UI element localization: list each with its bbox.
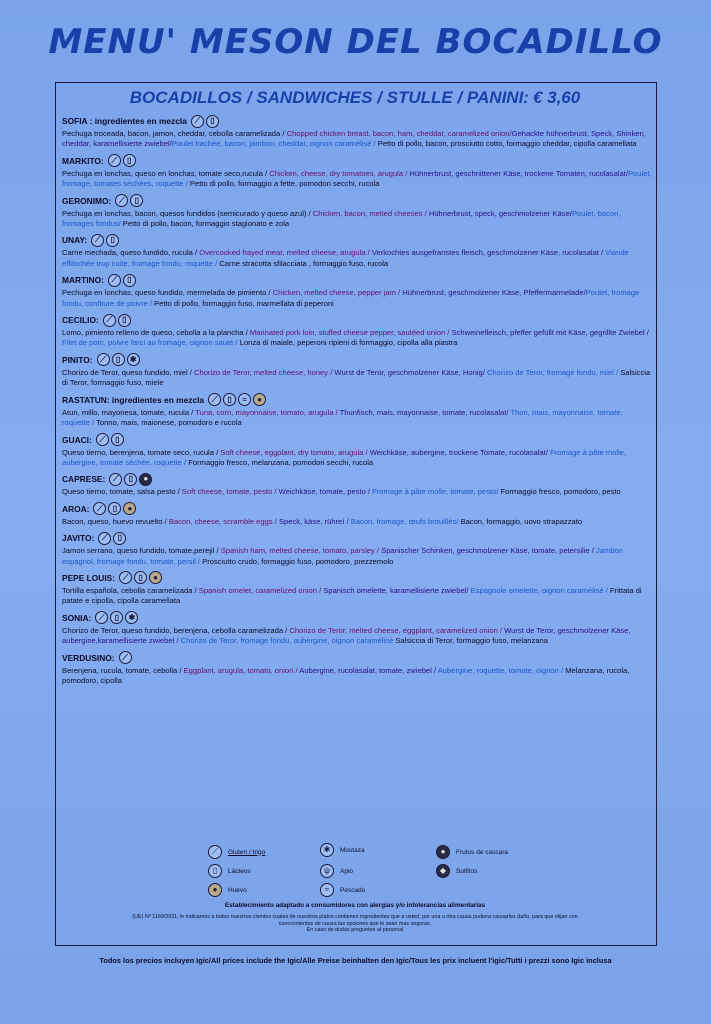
allergen-icons (96, 433, 126, 446)
description-en: Spanish ham, melted cheese, tomato, parsley / (220, 546, 382, 556)
legend-lacteos (208, 864, 251, 878)
description-es: Queso tierno, tomate, salsa pesto / (62, 487, 182, 497)
menu-item-name: GERONIMO: (62, 195, 112, 206)
wheat-icon: ⟋ (98, 532, 111, 545)
milk-icon: ▯ (206, 115, 219, 128)
legend-gluten (208, 845, 265, 859)
nuts-icon: ● (436, 845, 450, 859)
milk-icon: ▯ (124, 473, 137, 486)
menu-item-name: MARTINO: (62, 275, 104, 286)
description-en: Chicken, melted cheese, pepper jam / (272, 288, 403, 298)
description-de: Hühnerbrust, geschmolzener Käse, Pfeffermarmelade/ (402, 288, 586, 298)
mustard-icon: ✱ (320, 843, 334, 857)
legend-pescado-label: Pescado (340, 886, 366, 894)
description-de: Hühnerbrust, geschnittener Käse, trockene Tomaten, rucolasalat/ (409, 168, 628, 178)
description-fr: Chorizo de Teror, fromage fondu, miel / (486, 367, 621, 377)
description-fr: Poulet hachée, bacon, jambon, cheddar, oignon caramélisé / (171, 139, 378, 149)
legend-sulfitos (436, 864, 477, 878)
description-en: Overcooked frayed meat, melted cheese, arugula / (199, 248, 372, 258)
menu-item-header (62, 501, 652, 517)
wheat-icon: ⟋ (208, 393, 221, 406)
menu-item-description (62, 328, 652, 349)
menu-item-description (62, 546, 652, 567)
menu-item (62, 432, 652, 469)
description-es: Pechuga en lonchas, bacon, quesos fundidos (semicurado y queso azul) / (62, 208, 313, 218)
description-en: Eggplant, arugula, tomato, onion / (183, 665, 300, 675)
menu-item-name: MARKITO: (62, 155, 104, 166)
wheat-icon: ⟋ (208, 845, 222, 859)
menu-item-name: RASTATUN: ingredientes en mezcla (62, 394, 205, 405)
description-fr: Poulet, fromage, tomates séchées, roquette / (62, 168, 652, 189)
page-title: MENU' MESON DEL BOCADILLO (48, 22, 663, 62)
menu-item-header (62, 113, 652, 129)
description-de: Spanisch omelette, karamellisierte zwiebel/ (323, 585, 471, 595)
allergen-icons (109, 473, 154, 486)
legend-mostaza (320, 843, 365, 857)
milk-icon: ▯ (123, 274, 136, 287)
description-fr: Viande effilochée trop cuite, fromage fondu, roquette / (62, 248, 629, 268)
menu-item-description (62, 586, 652, 607)
menu-item (62, 153, 652, 190)
description-it: Petto di pollo, formaggio fuso, marmellata di peperoni (154, 298, 334, 308)
menu-item-header (62, 272, 652, 288)
milk-icon: ▯ (208, 864, 222, 878)
description-de: Aubergine, rucolasalat, tomate, zwiebel / (299, 665, 438, 675)
menu-item-name: SOFIA : ingredientes en mezcla (62, 116, 187, 126)
milk-icon: ▯ (113, 532, 126, 545)
menu-item-header (62, 432, 652, 448)
menu-item (62, 232, 652, 269)
description-de: Spanischer Schinken, geschmolzener Käse, tomate, petersilie / (381, 546, 596, 556)
menu-item-header (62, 392, 652, 408)
menu-item-description (62, 248, 652, 269)
allergen-icons (119, 651, 134, 664)
section-price: € 3,60 (532, 88, 581, 107)
description-en: Bacon, cheese, scramble eggs / (168, 516, 279, 526)
menu-item-description (62, 408, 652, 429)
egg-icon: ● (123, 502, 136, 515)
allergen-icons (115, 194, 145, 207)
egg-icon: ● (208, 883, 222, 897)
description-fr: Fromage à pâte molle, aubergine, tomate séchée, roquette / (62, 447, 627, 467)
description-fr: Filet de porc, poivre farci au fromage, oignon sauté / (62, 338, 240, 348)
menu-item-description (62, 288, 652, 309)
legend-pescado (320, 883, 365, 897)
wheat-icon: ⟋ (115, 194, 128, 207)
allergen-icons (108, 274, 138, 287)
wheat-icon: ⟋ (191, 115, 204, 128)
description-it: Melanzana, rucola, pomodoro, cipolla (62, 665, 630, 685)
description-de: Hühnerbrust, speck, geschmolzener Käse/ (428, 208, 572, 218)
allergen-icons (119, 571, 164, 584)
description-de: Wurst de Teror, geschmolzener Käse, aubergine,karamellisierte zwiebel / (62, 625, 631, 646)
menu-item (62, 193, 652, 230)
legend-gluten-label: Gluten / trigo (228, 848, 266, 856)
legend-apio-label: Apio (340, 867, 354, 875)
menu-item (62, 501, 652, 527)
menu-item-name: PEPE LOUIS: (62, 572, 116, 583)
description-fr: Aubergine, roquette, tomate, oignon / (437, 665, 566, 675)
tax-footer: Todos los precios incluyen Igic/All prices include the Igic/Alle Preise beinhalten den Igic/Tous les prix incluent l'igic/Tutti i prezzi sono Igic inclusa (99, 956, 612, 965)
legend-mostaza-label: Mostaza (340, 846, 365, 854)
description-es: Lomo, pimiento relleno de queso, cebolla a la plancha / (62, 328, 250, 338)
legend-lacteos-label: Lácteos (228, 867, 251, 875)
regulation-note (125, 914, 585, 934)
allergen-icons (108, 154, 138, 167)
description-fr: Poulet, fromage fondu, confiture de poivre / (62, 288, 640, 308)
description-it: Carne stracotta sfilacciata , formaggio fuso, rucola (219, 258, 389, 268)
legend-huevo-label: Huevo (228, 886, 247, 894)
menu-item-name: CAPRESE: (62, 474, 106, 485)
description-it: Formaggio fresco, pomodoro, pesto (500, 487, 621, 497)
description-es: Jamon serrano, queso fundido, tomate,perejil / (62, 546, 221, 556)
wheat-icon: ⟋ (96, 433, 109, 446)
description-de: Weichkäse, tomate, pesto / (278, 487, 373, 497)
menu-item-header (62, 312, 652, 328)
menu-item-name: UNAY: (62, 235, 88, 246)
description-it: Salsiccia di Teror, formaggio fuso, melanzana (395, 636, 548, 646)
menu-item (62, 650, 652, 687)
description-en: Chorizo de Teror, melted cheese, honey / (193, 367, 335, 377)
description-it: Formaggio fresco, melanzana, pomodori secchi, rucola (188, 457, 374, 467)
nuts-icon: ● (139, 473, 152, 486)
description-fr: Thon, mais, mayonnaise, tomate, roquette / (62, 407, 623, 428)
menu-item-header (62, 232, 652, 248)
milk-icon: ▯ (134, 571, 147, 584)
menu-item (62, 471, 652, 497)
wheat-icon: ⟋ (93, 502, 106, 515)
sulphite-icon: ◆ (436, 864, 450, 878)
allergen-icons (91, 234, 121, 247)
allergen-icons (97, 353, 142, 366)
menu-items (62, 113, 652, 689)
milk-icon: ▯ (111, 433, 124, 446)
menu-item (62, 113, 652, 150)
menu-item (62, 392, 652, 429)
legend-frutos-label: Frutos de cascara (456, 848, 509, 856)
milk-icon: ▯ (112, 353, 125, 366)
description-it: Lonza di maiale, peperoni ripieni di formaggio, cipolla alla piastra (239, 338, 458, 348)
menu-item (62, 530, 652, 567)
milk-icon: ▯ (123, 154, 136, 167)
description-fr: Fromage à pâte molle, tomate, pesto/ (372, 487, 501, 497)
description-de: Thunfisch, mais, mayonnaise, tomate, rucolasalat/ (339, 407, 511, 417)
menu-item-header (62, 610, 652, 626)
description-en: Chicken, cheese, dry tomatoes, arugula / (269, 168, 410, 178)
description-fr: Poulet, bacon, fromages fondus/ (62, 208, 621, 229)
milk-icon: ▯ (130, 194, 143, 207)
description-es: Chorizo de Teror, queso fundido, miel / (62, 367, 194, 377)
description-it: Bacon, formaggio, uovo strapazzato (460, 516, 583, 526)
description-es: Pechuga en lonchas, queso en lonchas, tomate seco,rucula / (62, 168, 270, 178)
allergen-icons (98, 532, 128, 545)
regulation-text: (UE) Nº 1169/2011, le indicamos a todos nuestros clientes cuales de nuestros platos contienen ingredientes que a usted, por una u otra causa pudiera causarles daño, para que elijan con conocimientos de causa las opciones que le sean mas seguras. (132, 914, 578, 927)
menu-item-name: JAVITO: (62, 533, 95, 544)
description-es: Chorizo de Teror, queso fundido, berenjena, cebolla caramelizada / (62, 625, 290, 635)
description-fr: Jambon espagnol, fromage fondu, tomate, persil / (62, 546, 624, 566)
description-it: Frittata di patate e cipolla, cipolla caramellata (62, 585, 642, 606)
menu-item-description (62, 517, 652, 527)
menu-item-name: VERDUSINO: (62, 652, 115, 663)
wheat-icon: ⟋ (119, 651, 132, 664)
description-en: Marinated pork loin, stuffed cheese pepper, sautéed onion / (249, 328, 452, 338)
menu-item-description (62, 368, 652, 389)
description-es: Atun, millo, mayonesa, tomate, rucula / (62, 407, 196, 417)
allergen-icons (95, 611, 140, 624)
milk-icon: ▯ (106, 234, 119, 247)
menu-item (62, 312, 652, 349)
wheat-icon: ⟋ (108, 274, 121, 287)
allergen-icons (103, 314, 133, 327)
menu-item-name: AROA: (62, 503, 90, 514)
egg-icon: ● (253, 393, 266, 406)
description-en: Tuna, corn, mayonnaise, tomato, arugula / (195, 407, 340, 417)
description-it: Petto di pollo, bacon, formaggio stagionato e zola (122, 219, 290, 229)
wheat-icon: ⟋ (108, 154, 121, 167)
menu-item (62, 352, 652, 389)
menu-item-header (62, 193, 652, 209)
description-de: Schweinefleisch, pfeffer gefüllt mit Käse, gegrillte Zwiebel / (451, 328, 649, 338)
menu-item (62, 610, 652, 647)
celery-icon: ψ (320, 864, 334, 878)
wheat-icon: ⟋ (109, 473, 122, 486)
description-fr: Espagnole omelette, oignon caramélisé / (470, 585, 610, 595)
menu-item-header (62, 650, 652, 666)
allergen-legend (208, 845, 538, 895)
section-title (55, 88, 655, 108)
description-it: Tonno, mais, maionese, pomodoro e rucola (96, 418, 242, 428)
description-es: Tortilla española, cebolla caramelizada / (62, 585, 199, 595)
description-de: Speck, käse, rühreí / (278, 516, 351, 526)
description-it: Prosciutto crudo, formaggio fuso, pomodoro, prezzemolo (202, 556, 394, 566)
menu-item-description (62, 129, 652, 150)
menu-item-name: GUACI: (62, 434, 92, 445)
menu-item-name: CECILIO: (62, 315, 99, 326)
menu-item-description (62, 448, 652, 469)
menu-item-header (62, 153, 652, 169)
legend-huevo (208, 883, 247, 897)
description-es: Berenjena, rucula, tomate, cebolla / (62, 665, 184, 675)
mustard-icon: ✱ (125, 611, 138, 624)
mustard-icon: ✱ (127, 353, 140, 366)
description-es: Pechuga en lonchas, queso fundido, mermelada de pimiento / (62, 288, 273, 298)
description-de: Verkochtes ausgefranstes fleisch, geschmolzener Käse, rucolasalat / (371, 248, 606, 258)
menu-item-description (62, 209, 652, 230)
menu-item-description (62, 666, 652, 687)
wheat-icon: ⟋ (97, 353, 110, 366)
milk-icon: ▯ (118, 314, 131, 327)
menu-item-header (62, 352, 652, 368)
menu-item-name: PINITO: (62, 354, 93, 365)
description-en: Spanish omelet, caramelized onion / (198, 585, 324, 595)
wheat-icon: ⟋ (103, 314, 116, 327)
legend-frutos (436, 845, 508, 859)
description-de: Gehackte hühnerbrust, Speck, Shinken, cheddar, karamellisierte zwiebel/ (62, 129, 646, 149)
wheat-icon: ⟋ (91, 234, 104, 247)
wheat-icon: ⟋ (95, 611, 108, 624)
description-es: Carne mechada, queso fundido, rucula / (62, 248, 200, 258)
description-en: Soft cheese, tomate, pesto / (181, 487, 279, 497)
description-es: Queso tierno, berenjena, tomate seco, rucula / (62, 447, 221, 457)
description-de: Wurst de Teror, geschmolzener Käse, Honig/ (334, 367, 487, 377)
description-fr: Chorizo de Teror, fromage fondu, aubergine, oignon caramélisé (180, 636, 396, 646)
menu-item-header (62, 530, 652, 546)
ask-staff-text: En caso de dudas pregunten al personal (306, 927, 404, 934)
description-en: Chorizo de Teror, melted cheese, eggplant, caramelized onion / (289, 625, 505, 635)
milk-icon: ▯ (108, 502, 121, 515)
description-it: Petto di pollo, bacon, prosciutto cotto, formaggio cheddar, cipolla caramellata (377, 139, 637, 149)
milk-icon: ▯ (110, 611, 123, 624)
menu-item-header (62, 471, 652, 487)
description-es: Bacon, queso, huevo revuelto / (62, 516, 169, 526)
menu-item (62, 570, 652, 607)
description-en: Chicken, bacon, melted cheeses / (312, 208, 429, 218)
menu-item-header (62, 570, 652, 586)
description-en: Chopped chicken breast, bacon, ham, cheddar, caramelized onion/ (286, 129, 512, 138)
menu-item (62, 272, 652, 309)
allergy-notice: Establecimiento adaptado a consumidores con alergias y/o intolerancias alimentarias (224, 902, 486, 909)
description-de: Weichkäse, aubergine, trockene Tomate, rucolasalat/ (369, 447, 551, 457)
description-en: Soft cheese, eggplant, dry tomato, arugula / (220, 447, 370, 457)
description-it: Salsiccia di Teror, formaggio fuso, miele (62, 367, 651, 388)
fish-icon: ≈ (238, 393, 251, 406)
egg-icon: ● (149, 571, 162, 584)
legend-apio (320, 864, 353, 878)
milk-icon: ▯ (223, 393, 236, 406)
menu-item-name: SONIA: (62, 612, 92, 623)
allergen-icons (191, 115, 221, 128)
legend-sulfitos-label: Sulfitos (456, 867, 478, 875)
wheat-icon: ⟋ (119, 571, 132, 584)
description-es: Pechuga troceada, bacon, jamon, cheddar, cebolla caramelizada / (62, 129, 287, 138)
menu-item-description (62, 626, 652, 647)
allergen-icons (208, 393, 268, 406)
description-it: Petto di pollo, formaggio a fette, pomodori secchi, rucola (189, 179, 380, 189)
fish-icon: ≈ (320, 883, 334, 897)
section-title-text: BOCADILLOS / SANDWICHES / STULLE / PANINI: (129, 88, 529, 107)
allergen-icons (93, 502, 138, 515)
description-fr: Bacon, fromage, œufs brouillés/ (350, 516, 461, 526)
menu-item-description (62, 169, 652, 190)
menu-item-description (62, 487, 652, 497)
